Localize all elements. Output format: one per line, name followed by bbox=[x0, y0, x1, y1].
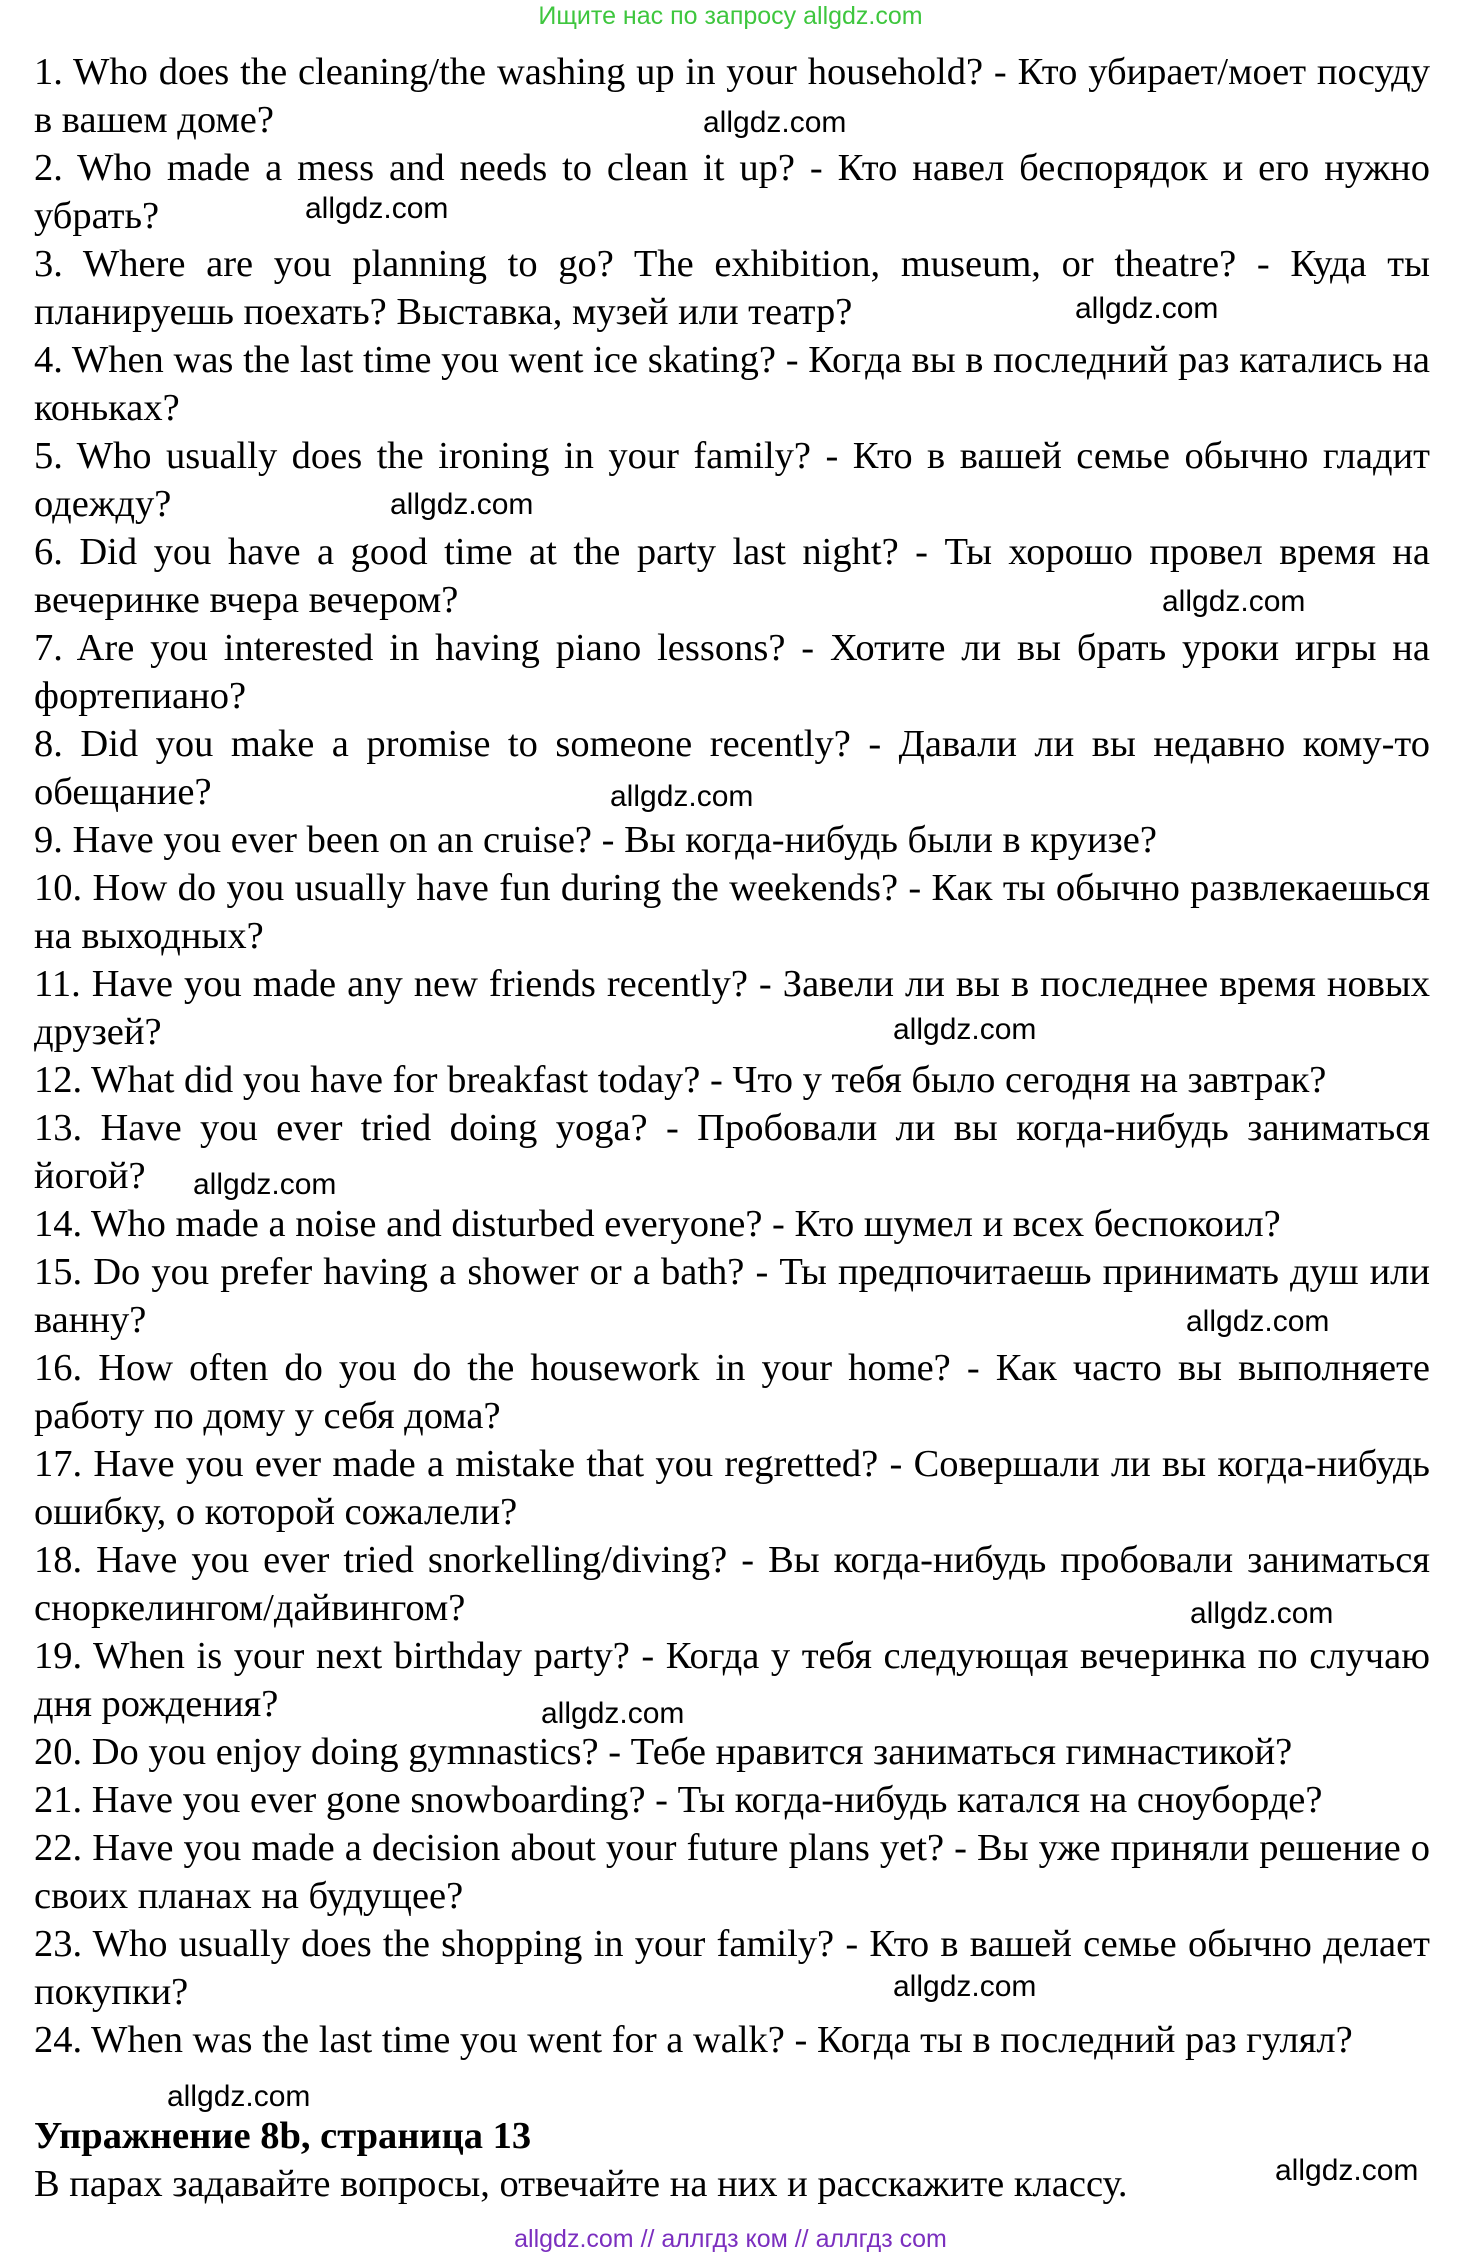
answer-item-10: 10. How do you usually have fun during the weekends? - Как ты обычно развлекаешься на выходных? bbox=[34, 867, 1430, 957]
answer-item-6: 6. Did you have a good time at the party last night? - Ты хорошо провел время на вечеринке вчера вечером? bbox=[34, 531, 1430, 621]
watermark: allgdz.com bbox=[167, 2080, 311, 2113]
answer-item-2: 2. Who made a mess and needs to clean it up? - Кто навел беспорядок и его нужно убрать? bbox=[34, 147, 1430, 237]
answer-item-12: 12. What did you have for breakfast today? - Что у тебя было сегодня на завтрак? bbox=[34, 1059, 1327, 1101]
answer-item-15: 15. Do you prefer having a shower or a bath? - Ты предпочитаешь принимать душ или ванну? bbox=[34, 1251, 1430, 1341]
answer-item-19: 19. When is your next birthday party? - Когда у тебя следующая вечеринка по случаю дня рождения? bbox=[34, 1635, 1430, 1725]
answer-item-22: 22. Have you made a decision about your future plans yet? - Вы уже приняли решение о своих планах на будущее? bbox=[34, 1827, 1430, 1917]
watermark: allgdz.com bbox=[703, 106, 847, 139]
answer-item-1: 1. Who does the cleaning/the washing up in your household? - Кто убирает/моет посуду в вашем доме? bbox=[34, 51, 1430, 141]
answer-item-3: 3. Where are you planning to go? The exhibition, museum, or theatre? - Куда ты планируешь поехать? Выставка, музей или театр? bbox=[34, 243, 1430, 333]
answer-item-23: 23. Who usually does the shopping in your family? - Кто в вашей семье обычно делает покупки? bbox=[34, 1923, 1430, 2013]
watermark: allgdz.com bbox=[1186, 1305, 1330, 1338]
footer: allgdz.com // аллгдз ком // аллгдз com bbox=[514, 2225, 947, 2253]
watermark: allgdz.com bbox=[1162, 585, 1306, 618]
watermark: allgdz.com bbox=[305, 192, 449, 225]
answer-item-13: 13. Have you ever tried doing yoga? - Пробовали ли вы когда-нибудь заниматься йогой? bbox=[34, 1107, 1430, 1197]
answer-item-18: 18. Have you ever tried snorkelling/diving? - Вы когда-нибудь пробовали заниматься сноркелингом/дайвингом? bbox=[34, 1539, 1430, 1629]
answer-item-21: 21. Have you ever gone snowboarding? - Ты когда-нибудь катался на сноуборде? bbox=[34, 1779, 1323, 1821]
watermark: allgdz.com bbox=[893, 1970, 1037, 2003]
watermark: allgdz.com bbox=[193, 1168, 337, 1201]
answers-list bbox=[34, 48, 1430, 2208]
watermark: allgdz.com bbox=[893, 1013, 1037, 1046]
answer-item-5: 5. Who usually does the ironing in your family? - Кто в вашей семье обычно гладит одежду? bbox=[34, 435, 1430, 525]
watermark: allgdz.com bbox=[610, 780, 754, 813]
answer-item-17: 17. Have you ever made a mistake that you regretted? - Совершали ли вы когда-нибудь ошибку, о которой сожалели? bbox=[34, 1443, 1430, 1533]
watermark: allgdz.com bbox=[541, 1697, 685, 1730]
watermark: allgdz.com bbox=[1190, 1597, 1334, 1630]
top-banner: Ищите нас по запросу allgdz.com bbox=[538, 2, 923, 30]
watermark: allgdz.com bbox=[390, 488, 534, 521]
answer-item-9: 9. Have you ever been on an cruise? - Вы когда-нибудь были в круизе? bbox=[34, 819, 1157, 861]
answer-item-7: 7. Are you interested in having piano lessons? - Хотите ли вы брать уроки игры на фортепиано? bbox=[34, 627, 1430, 717]
answer-item-4: 4. When was the last time you went ice skating? - Когда вы в последний раз катались на коньках? bbox=[34, 339, 1430, 429]
exercise-heading: Упражнение 8b, страница 13 bbox=[34, 2115, 532, 2157]
answer-item-8: 8. Did you make a promise to someone recently? - Давали ли вы недавно кому-то обещание? bbox=[34, 723, 1430, 813]
watermark: allgdz.com bbox=[1075, 292, 1219, 325]
answer-item-11: 11. Have you made any new friends recently? - Завели ли вы в последнее время новых друзей? bbox=[34, 963, 1430, 1053]
watermark: allgdz.com bbox=[1275, 2154, 1419, 2187]
exercise-task: В парах задавайте вопросы, отвечайте на них и расскажите классу. bbox=[34, 2163, 1128, 2205]
answer-item-24: 24. When was the last time you went for a walk? - Когда ты в последний раз гулял? bbox=[34, 2019, 1353, 2061]
answer-item-16: 16. How often do you do the housework in your home? - Как часто вы выполняете работу по дому у себя дома? bbox=[34, 1347, 1430, 1437]
answer-item-20: 20. Do you enjoy doing gymnastics? - Тебе нравится заниматься гимнастикой? bbox=[34, 1731, 1293, 1773]
answer-item-14: 14. Who made a noise and disturbed everyone? - Кто шумел и всех беспокоил? bbox=[34, 1203, 1281, 1245]
